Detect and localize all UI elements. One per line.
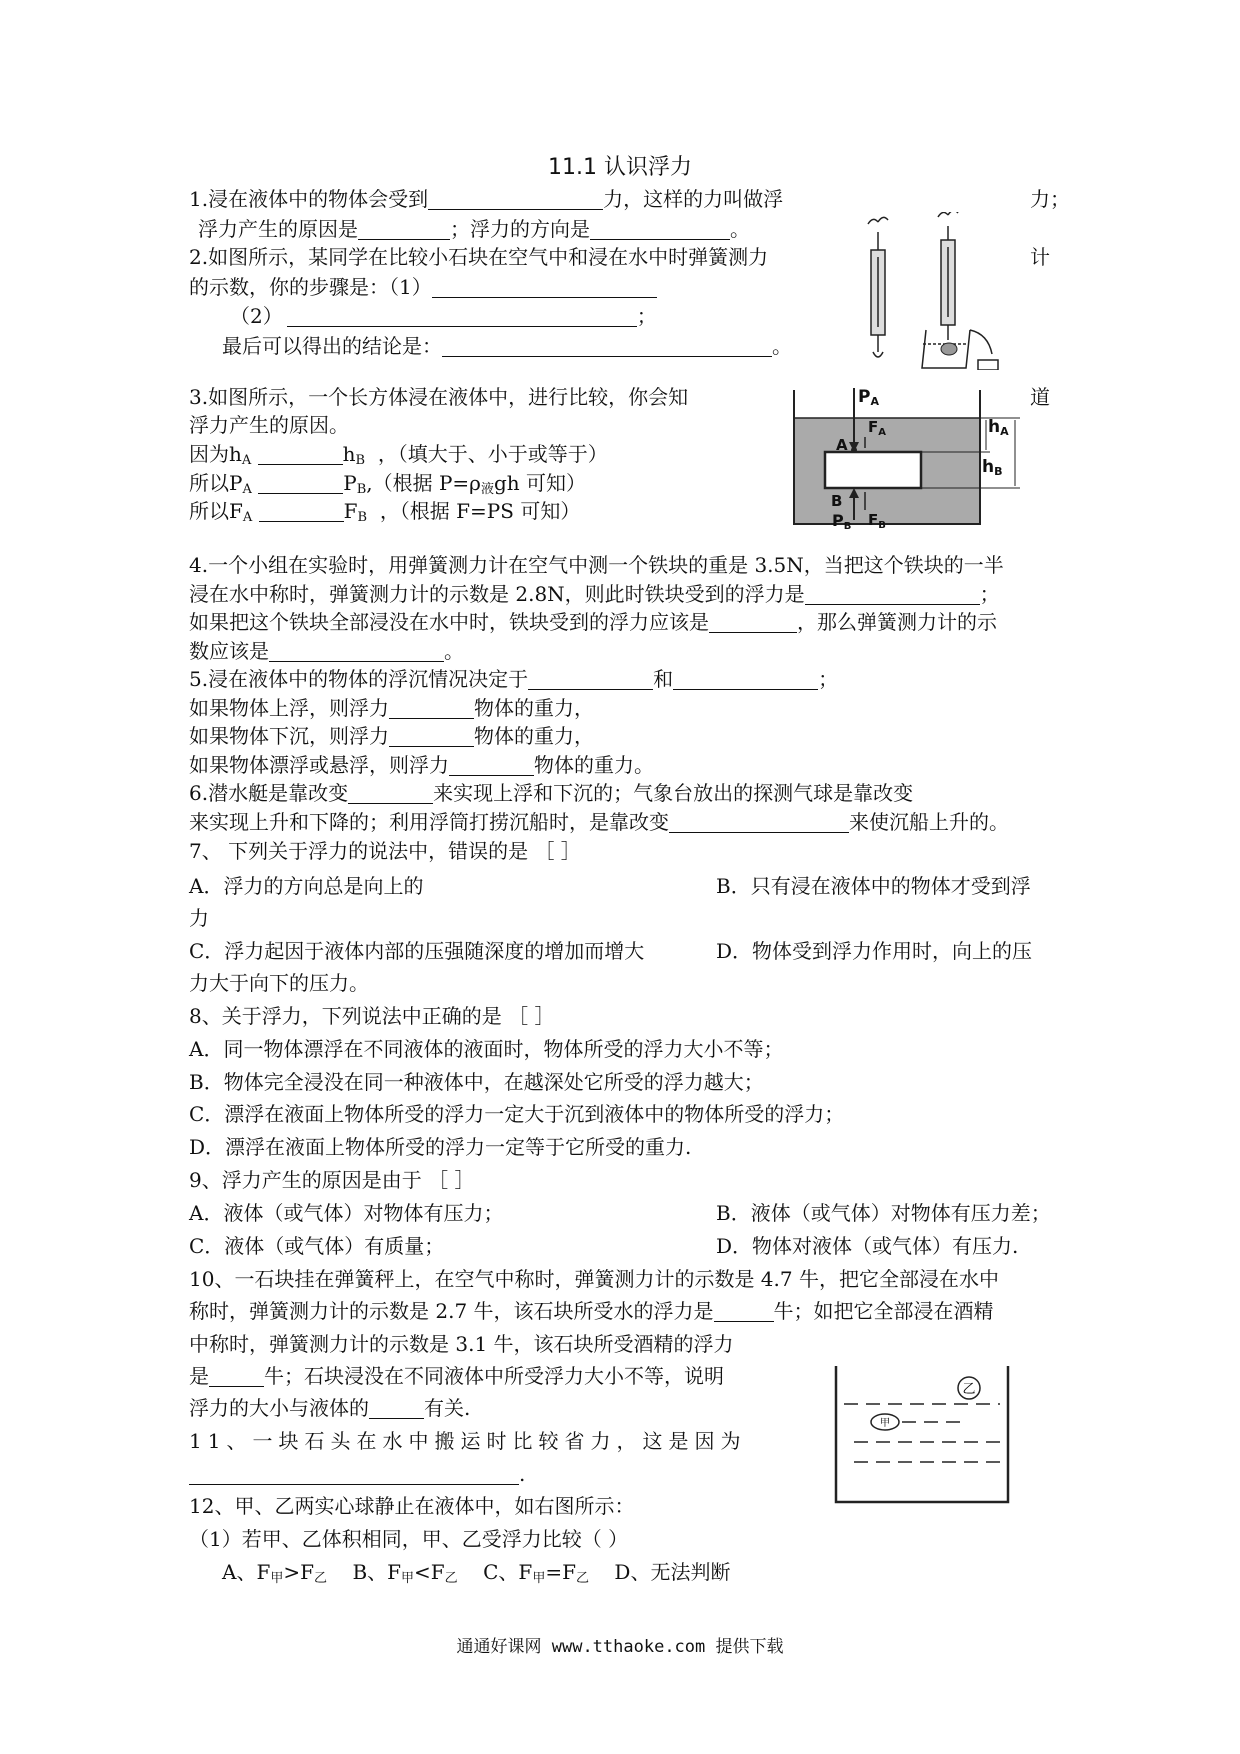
blank[interactable] <box>389 726 474 747</box>
svg-text:PA: PA <box>858 387 879 408</box>
q3-line1: 3.如图所示，一个长方体浸在液体中，进行比较，你会知 <box>189 385 689 409</box>
q4-line2: 浸在水中称时，弹簧测力计的示数是 2.8N，则此时铁块受到的浮力是 ； <box>189 582 1000 606</box>
q7-option-d-cont: 力大于向下的压力。 <box>189 971 369 995</box>
blank[interactable] <box>258 444 343 465</box>
q1-line1-end: 力； <box>1030 187 1070 211</box>
spring-scale-figure <box>848 212 1008 370</box>
q9-option-a[interactable]: A．液体（或气体）对物体有压力； <box>189 1201 504 1225</box>
q10-line2: 称时，弹簧测力计的示数是 2.7 牛，该石块所受水的浮力是 牛；如把它全部浸在酒精 <box>189 1299 994 1323</box>
blank[interactable] <box>442 336 772 357</box>
q4-line3: 如果把这个铁块全部浸没在水中时，铁块受到的浮力应该是 ，那么弹簧测力计的示 <box>189 610 997 634</box>
svg-text:B: B <box>831 492 843 510</box>
q2-line2: 的示数，你的步骤是：（1） <box>189 273 657 301</box>
blank[interactable] <box>449 755 534 776</box>
blank[interactable] <box>209 1366 264 1387</box>
q12-option-a[interactable]: A、$F_甲>F_乙$ <box>222 1560 327 1586</box>
q2-line1: 2.如图所示，某同学在比较小石块在空气中和浸在水中时弹簧测力 <box>189 245 769 269</box>
blank[interactable] <box>590 219 730 240</box>
svg-text:FB: $F_B$ <box>868 511 886 531</box>
block-in-liquid-figure <box>770 380 1030 532</box>
q6-line1: 6.潜水艇是靠改变 来实现上浮和下沉的；气象台放出的探测气球是靠改变 <box>189 781 914 805</box>
q7-option-c[interactable]: C．浮力起因于液体内部的压强随深度的增加而增大 <box>189 939 645 963</box>
q4-line1: 4.一个小组在实验时，用弹簧测力计在空气中测一个铁块的重是 3.5N，当把这个铁块的一半 <box>189 553 1004 577</box>
q7-option-b[interactable]: B．只有浸在液体中的物体才受到浮 <box>716 874 1031 898</box>
svg-text:hB: hB <box>982 457 1003 478</box>
q7-stem: 7、 下列关于浮力的说法中，错误的是 ［ ］ <box>189 839 581 863</box>
blank[interactable] <box>528 669 653 690</box>
q9-option-d[interactable]: D．物体对液体（或气体）有压力. <box>716 1234 1019 1258</box>
two-balls-figure <box>830 1358 1015 1506</box>
q10-line4: 是 牛；石块浸没在不同液体中所受浮力大小不等，说明 <box>189 1364 724 1388</box>
q1-line2: 浮力产生的原因是 ；浮力的方向是 。 <box>198 217 750 241</box>
q12-options <box>222 1558 730 1593</box>
q2-line4: 最后可以得出的结论是： 。 <box>222 334 792 358</box>
q2-line1-end: 计 <box>1030 245 1050 269</box>
q6-line2: 来实现上升和下降的；利用浮筒打捞沉船时，是靠改变 来使沉船上升的。 <box>189 810 1009 834</box>
q2-line3: （2） ； <box>230 304 657 328</box>
blank[interactable] <box>805 584 980 605</box>
q3-line5: 所以$F_A$ $F_B$ ，（根据 F=PS 可知） <box>189 499 581 525</box>
q12-option-b[interactable]: B、$F_甲<F_乙$ <box>352 1560 458 1586</box>
q5-line3: 如果物体下沉，则浮力 物体的重力， <box>189 724 594 748</box>
q3-line1-end: 道 <box>1030 385 1050 409</box>
q12-line1: 12、甲、乙两实心球静止在液体中，如右图所示： <box>189 1494 635 1518</box>
blank[interactable] <box>669 812 849 833</box>
q3-line4: 所以$P_A$ $P_B$,（根据 $P=\rho_液gh$ 可知） <box>189 471 586 497</box>
svg-text:FA: $F_A$ <box>868 418 886 438</box>
q11-line1: 11、一块石头在水中搬运时比较省力，这是因为 <box>189 1429 747 1453</box>
blank[interactable] <box>714 1301 774 1322</box>
svg-text:hA: hA <box>988 417 1009 438</box>
blank[interactable] <box>358 219 450 240</box>
blank[interactable] <box>673 669 818 690</box>
svg-text:A: A <box>836 436 848 454</box>
q12-line2: （1）若甲、乙体积相同，甲、乙受浮力比较（ ） <box>189 1527 629 1551</box>
q5-line4: 如果物体漂浮或悬浮，则浮力 物体的重力。 <box>189 753 654 777</box>
q8-option-c[interactable]: C．漂浮在液面上物体所受的浮力一定大于沉到液体中的物体所受的浮力； <box>189 1102 845 1126</box>
blank[interactable] <box>369 1398 424 1419</box>
q11-line2: . <box>189 1460 525 1488</box>
blank[interactable] <box>432 277 657 298</box>
q8-stem: 8、关于浮力，下列说法中正确的是 ［ ］ <box>189 1004 555 1028</box>
q12-option-d[interactable]: D、无法判断 <box>614 1560 731 1584</box>
q7-option-a[interactable]: A．浮力的方向总是向上的 <box>189 874 424 898</box>
q12-option-c[interactable]: C、$F_甲=F_乙$ <box>483 1560 589 1586</box>
blank[interactable] <box>389 698 474 719</box>
q1-line1: 1.浸在液体中的物体会受到 力，这样的力叫做浮 <box>189 187 784 211</box>
q10-line5: 浮力的大小与液体的 有关. <box>189 1396 471 1420</box>
q3-line2: 浮力产生的原因。 <box>189 413 349 437</box>
blank[interactable] <box>348 783 433 804</box>
page-title: 11.1 认识浮力 <box>548 155 692 180</box>
q10-line3: 中称时，弹簧测力计的示数是 3.1 牛，该石块所受酒精的浮力 <box>189 1332 734 1356</box>
q3-line3: 因为$h_A$ $h_B$ ，（填大于、小于或等于） <box>189 442 608 468</box>
q8-option-a[interactable]: A．同一物体漂浮在不同液体的液面时，物体所受的浮力大小不等； <box>189 1037 784 1061</box>
blank[interactable] <box>709 612 797 633</box>
q9-option-b[interactable]: B．液体（或气体）对物体有压力差； <box>716 1201 1051 1225</box>
q7-option-d[interactable]: D．物体受到浮力作用时，向上的压 <box>716 939 1033 963</box>
q10-line1: 10、一石块挂在弹簧秤上，在空气中称时，弹簧测力计的示数是 4.7 牛，把它全部浸在水中 <box>189 1267 999 1291</box>
q8-option-d[interactable]: D．漂浮在液面上物体所受的浮力一定等于它所受的重力. <box>189 1135 692 1159</box>
q9-option-c[interactable]: C．液体（或气体）有质量； <box>189 1234 445 1258</box>
q8-option-b[interactable]: B．物体完全浸没在同一种液体中，在越深处它所受的浮力越大； <box>189 1070 764 1094</box>
blank[interactable] <box>428 189 603 210</box>
svg-text:PB: PB <box>832 511 852 532</box>
q7-option-b-cont: 力 <box>189 906 209 930</box>
svg-text:乙: 乙 <box>962 1382 976 1397</box>
blank[interactable] <box>259 501 344 522</box>
blank[interactable] <box>258 473 343 494</box>
q5-line2: 如果物体上浮，则浮力 物体的重力， <box>189 696 594 720</box>
q9-stem: 9、浮力产生的原因是由于 ［ ］ <box>189 1168 475 1192</box>
svg-text:甲: 甲 <box>880 1418 890 1429</box>
footer: 通通好课网 www.tthaoke.com 提供下载 <box>456 1637 784 1657</box>
q4-line4: 数应该是 。 <box>189 639 464 663</box>
blank[interactable] <box>287 306 637 327</box>
q5-line1: 5.浸在液体中的物体的浮沉情况决定于 和 ； <box>189 667 839 691</box>
blank[interactable] <box>189 1464 519 1485</box>
blank[interactable] <box>269 641 444 662</box>
